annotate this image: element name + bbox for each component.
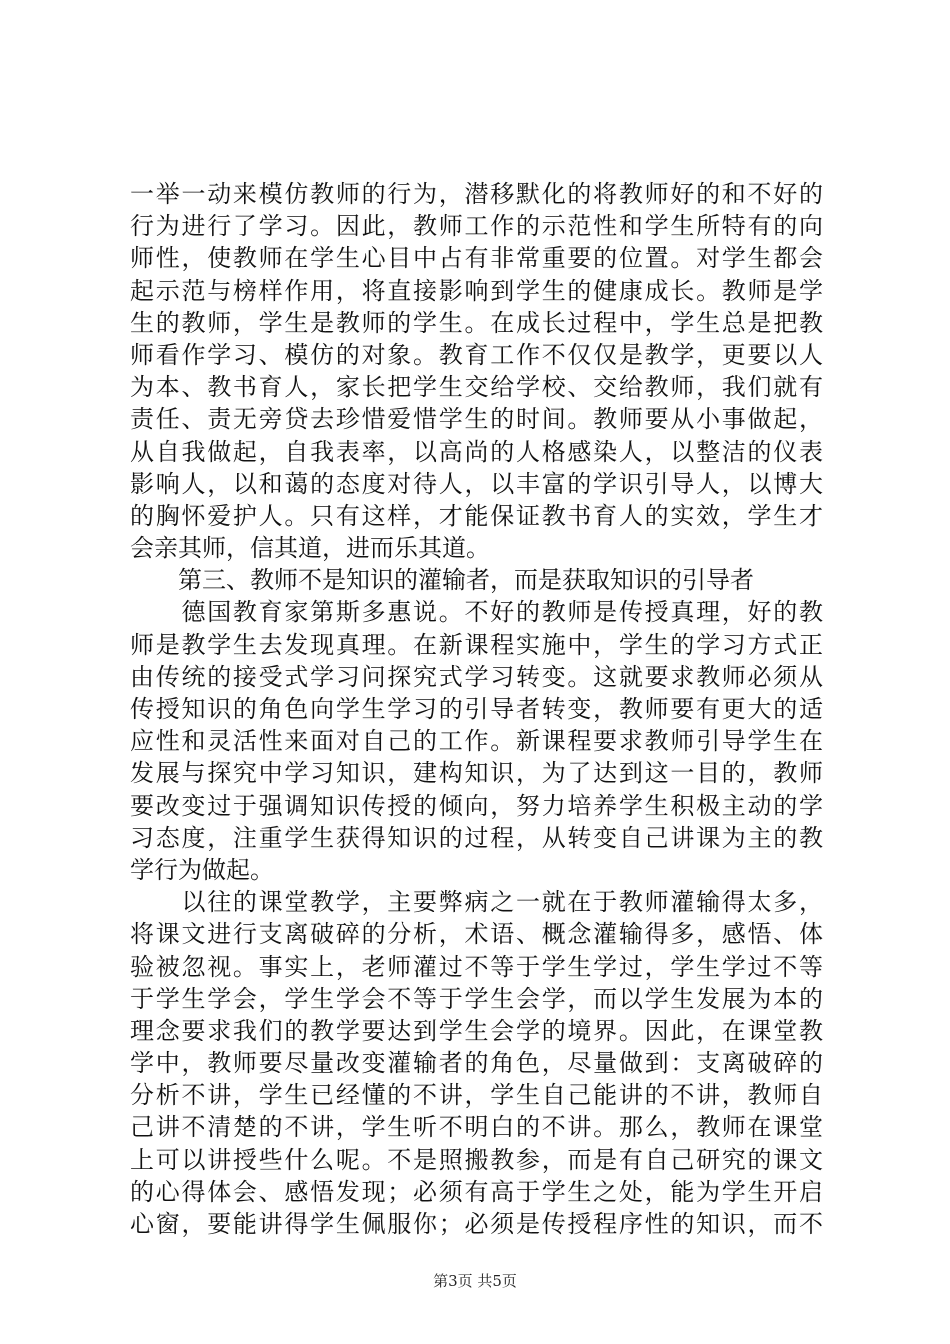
text-line: 将课文进行支离破碎的分析，术语、概念灌输得多，感悟、体: [130, 920, 823, 949]
text-line: 责任、责无旁贷去珍惜爱惜学生的时间。教师要从小事做起，: [130, 405, 823, 434]
text-line: 习态度，注重学生获得知识的过程，从转变自己讲课为主的教: [130, 823, 823, 852]
text-line: 师看作学习、模仿的对象。教育工作不仅仅是教学，更要以人: [130, 340, 823, 369]
text-line: 以往的课堂教学，主要弊病之一就在于教师灌输得太多，: [130, 888, 823, 917]
text-line: 于学生学会，学生学会不等于学生会学，而以学生发展为本的: [130, 984, 823, 1013]
text-line: 应性和灵活性来面对自己的工作。新课程要求教师引导学生在: [130, 727, 823, 756]
text-line: 德国教育家第斯多惠说。不好的教师是传授真理，好的教: [130, 598, 823, 627]
text-line: 起示范与榜样作用，将直接影响到学生的健康成长。教师是学: [130, 276, 823, 305]
text-line: 己讲不清楚的不讲，学生听不明白的不讲。那么，教师在课堂: [130, 1113, 823, 1142]
text-line: 师性，使教师在学生心目中占有非常重要的位置。对学生都会: [130, 244, 823, 273]
text-line: 学中，教师要尽量改变灌输者的角色，尽量做到：支离破碎的: [130, 1049, 823, 1078]
text-line: 为本、教书育人，家长把学生交给学校、交给教师，我们就有: [130, 373, 823, 402]
text-line: 心窗，要能讲得学生佩服你；必须是传授程序性的知识，而不: [130, 1210, 823, 1238]
text-line: 上可以讲授些什么呢。不是照搬教参，而是有自己研究的课文: [130, 1145, 823, 1174]
text-line: 要改变过于强调知识传授的倾向，努力培养学生积极主动的学: [130, 791, 823, 820]
text-line: 理念要求我们的教学要达到学生会学的境界。因此，在课堂教: [130, 1016, 823, 1045]
text-line: 生的教师，学生是教师的学生。在成长过程中，学生总是把教: [130, 308, 823, 337]
page-footer: 第3页 共5页: [433, 1272, 517, 1290]
text-line: 第三、教师不是知识的灌输者，而是获取知识的引导者: [130, 566, 754, 595]
text-line: 分析不讲，学生已经懂的不讲，学生自己能讲的不讲，教师自: [130, 1081, 823, 1110]
text-line: 从自我做起，自我表率，以高尚的人格感染人，以整洁的仪表: [130, 437, 823, 466]
text-line: 师是教学生去发现真理。在新课程实施中，学生的学习方式正: [130, 630, 823, 659]
text-line: 验被忽视。事实上，老师灌过不等于学生学过，学生学过不等: [130, 952, 823, 981]
text-line: 行为进行了学习。因此，教师工作的示范性和学生所特有的向: [130, 212, 823, 241]
text-line: 由传统的接受式学习问探究式学习转变。这就要求教师必须从: [130, 662, 823, 691]
text-line: 学行为做起。: [130, 855, 274, 884]
text-line: 一举一动来模仿教师的行为，潜移默化的将教师好的和不好的: [130, 180, 823, 208]
text-line: 的心得体会、感悟发现；必须有高于学生之处，能为学生开启: [130, 1177, 823, 1206]
text-line: 发展与探究中学习知识，建构知识，为了达到这一目的，教师: [130, 759, 823, 788]
text-line: 的胸怀爱护人。只有这样，才能保证教书育人的实效，学生才: [130, 501, 823, 530]
text-line: 会亲其师，信其道，进而乐其道。: [130, 534, 490, 563]
text-line: 影响人，以和蔼的态度对待人，以丰富的学识引导人，以博大: [130, 469, 823, 498]
body-text: [130, 178, 823, 1240]
text-line: 传授知识的角色向学生学习的引导者转变，教师要有更大的适: [130, 695, 823, 723]
